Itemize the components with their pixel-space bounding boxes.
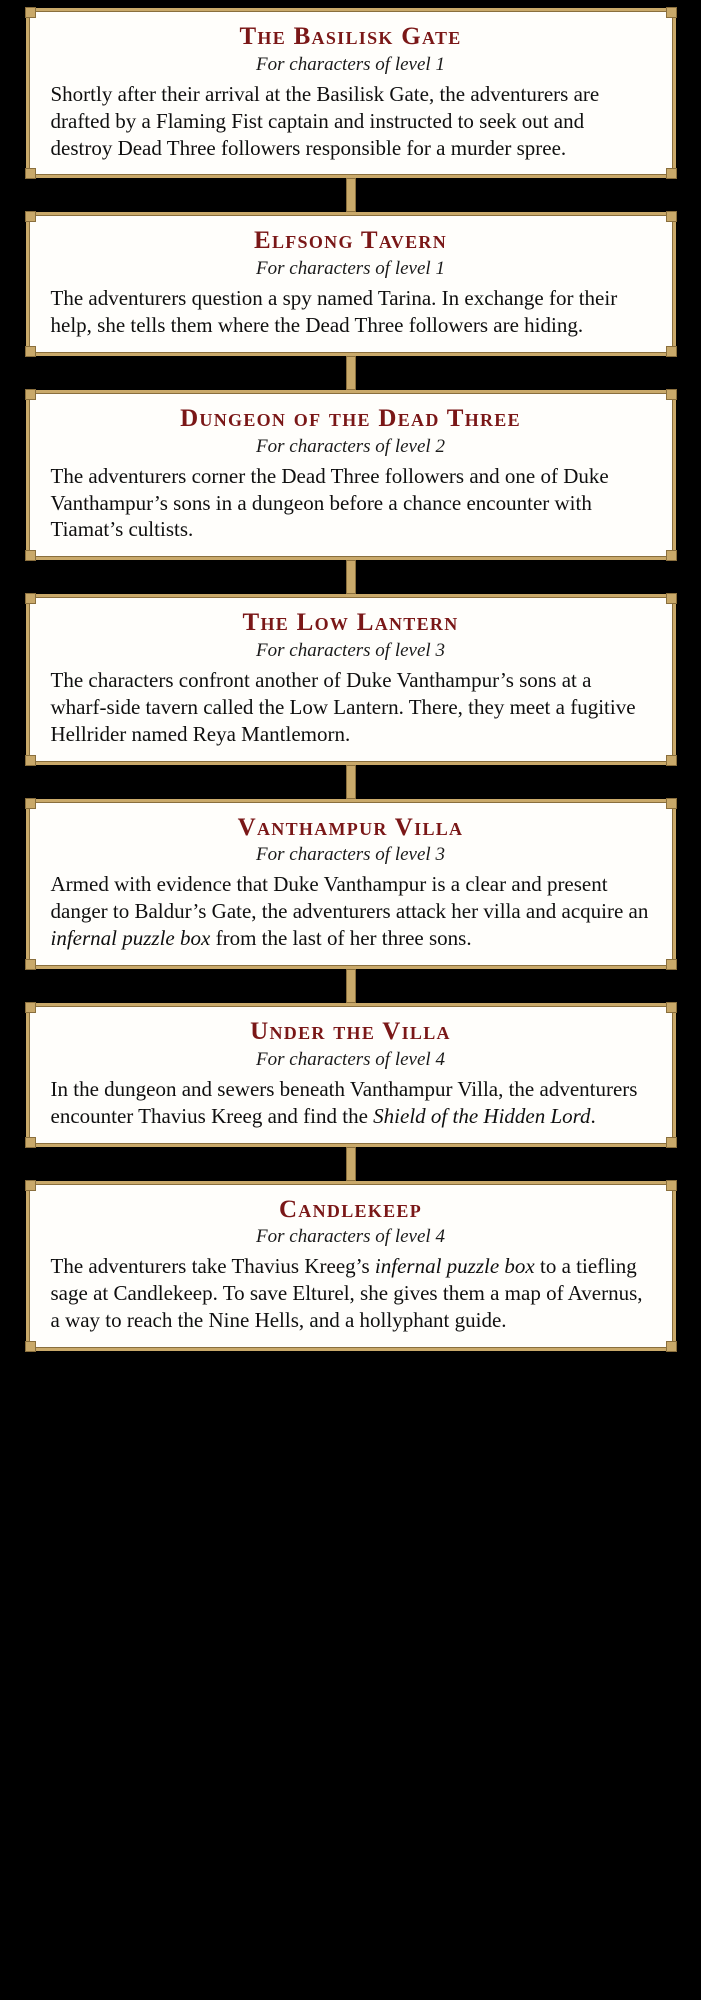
flow-node [12,799,689,969]
corner-ornament-icon [667,347,676,356]
corner-ornament-icon [26,1138,35,1147]
corner-ornament-icon [667,1003,676,1012]
corner-ornament-icon [26,347,35,356]
flow-node [12,1003,689,1147]
flow-connector [346,765,356,799]
flow-node [12,8,689,178]
flow-connector [346,356,356,390]
chapter-level-subtitle: For characters of level 2 [256,435,445,457]
corner-ornament-icon [26,212,35,221]
chapter-level-subtitle: For characters of level 4 [256,1226,445,1248]
chapter-title: Elfsong Tavern [253,227,448,255]
body-text: In the dungeon and sewers beneath Vanthampur Villa, the adventurers encounter Thavius Kreeg and find the [50,1076,638,1128]
chapter-level-subtitle: For characters of level 1 [256,258,445,280]
body-text: . [590,1103,596,1128]
chapter-summary [51,871,651,952]
corner-ornament-icon [26,551,35,560]
chapter-level-subtitle: For characters of level 3 [256,844,445,866]
chapter-summary [51,1076,651,1130]
chapter-title: The Basilisk Gate [239,23,462,50]
chapter-level-subtitle: For characters of level 3 [256,640,445,661]
emphasized-text: Shield of the Hidden Lord [373,1103,591,1128]
chapter-card [26,212,676,356]
corner-ornament-icon [667,551,676,560]
corner-ornament-icon [26,390,35,399]
body-text: Armed with evidence that Duke Vanthampur is a clear and present danger to Baldur’s Gate, the adventurers attack her villa and acquire an [50,872,649,924]
corner-ornament-icon [667,594,676,603]
corner-ornament-icon [667,1138,676,1147]
chapter-title: Candlekeep [278,1195,423,1223]
corner-ornament-icon [26,1342,35,1351]
flow-node [12,390,689,560]
emphasized-text: infernal puzzle box [50,926,211,951]
chapter-title: Under the Villa [250,1018,451,1045]
chapter-level-subtitle: For characters of level 4 [256,1048,445,1070]
corner-ornament-icon [667,390,676,399]
chapter-summary: Shortly after their arrival at the Basilisk Gate, the adventurers are drafted by a Flaming Fist captain and instructed to seek out and destroy Dead Three followers responsible for a murder spree. [50,81,600,160]
chapter-card [26,1003,676,1147]
corner-ornament-icon [667,1342,676,1351]
chapter-summary [51,1253,651,1334]
corner-ornament-icon [667,960,676,969]
corner-ornament-icon [667,1181,676,1190]
corner-ornament-icon [26,960,35,969]
body-text: from the last of her three sons. [210,926,472,951]
flow-connector [346,969,356,1003]
chapter-title: Vanthampur Villa [237,813,464,841]
chapter-title: The Low Lantern [242,609,459,637]
flow-node [12,1181,689,1351]
corner-ornament-icon [26,1003,35,1012]
corner-ornament-icon [667,212,676,221]
corner-ornament-icon [667,169,676,178]
corner-ornament-icon [667,756,676,765]
corner-ornament-icon [26,756,35,765]
chapter-card [26,1181,676,1351]
flow-connector [346,1147,356,1181]
corner-ornament-icon [26,799,35,808]
chapter-card [26,390,676,560]
chapter-summary: The adventurers corner the Dead Three followers and one of Duke Vanthampur’s sons in a dungeon before a chance encounter with Tiamat’s cultists. [50,463,609,542]
body-text: The adventurers take Thavius Kreeg’s [50,1254,375,1279]
corner-ornament-icon [26,1181,35,1190]
chapter-summary: The adventurers question a spy named Tarina. In exchange for their help, she tells them where the Dead Three followers are hiding. [50,286,618,337]
chapter-summary: The characters confront another of Duke Vanthampur’s sons at a wharf-side tavern called the Low Lantern. There, they meet a fugitive Hellrider named Reya Mantlemorn. [50,668,636,746]
corner-ornament-icon [26,169,35,178]
chapter-title: Dungeon of the Dead Three [180,404,521,432]
chapter-card [26,594,676,764]
corner-ornament-icon [667,799,676,808]
flow-node [12,594,689,764]
emphasized-text: infernal puzzle box [374,1254,535,1279]
corner-ornament-icon [26,8,35,17]
chapter-level-subtitle: For characters of level 1 [256,53,445,75]
corner-ornament-icon [26,594,35,603]
chapter-card [26,799,676,969]
corner-ornament-icon [667,8,676,17]
flow-connector [346,560,356,594]
flow-node [12,212,689,356]
body-text: to a tiefling sage at Candlekeep. To save Elturel, she gives them a map of Avernus, a way to reach the Nine Hells, and a hollyphant guide. [50,1254,643,1332]
flow-connector [346,178,356,212]
chapter-card [26,8,676,178]
